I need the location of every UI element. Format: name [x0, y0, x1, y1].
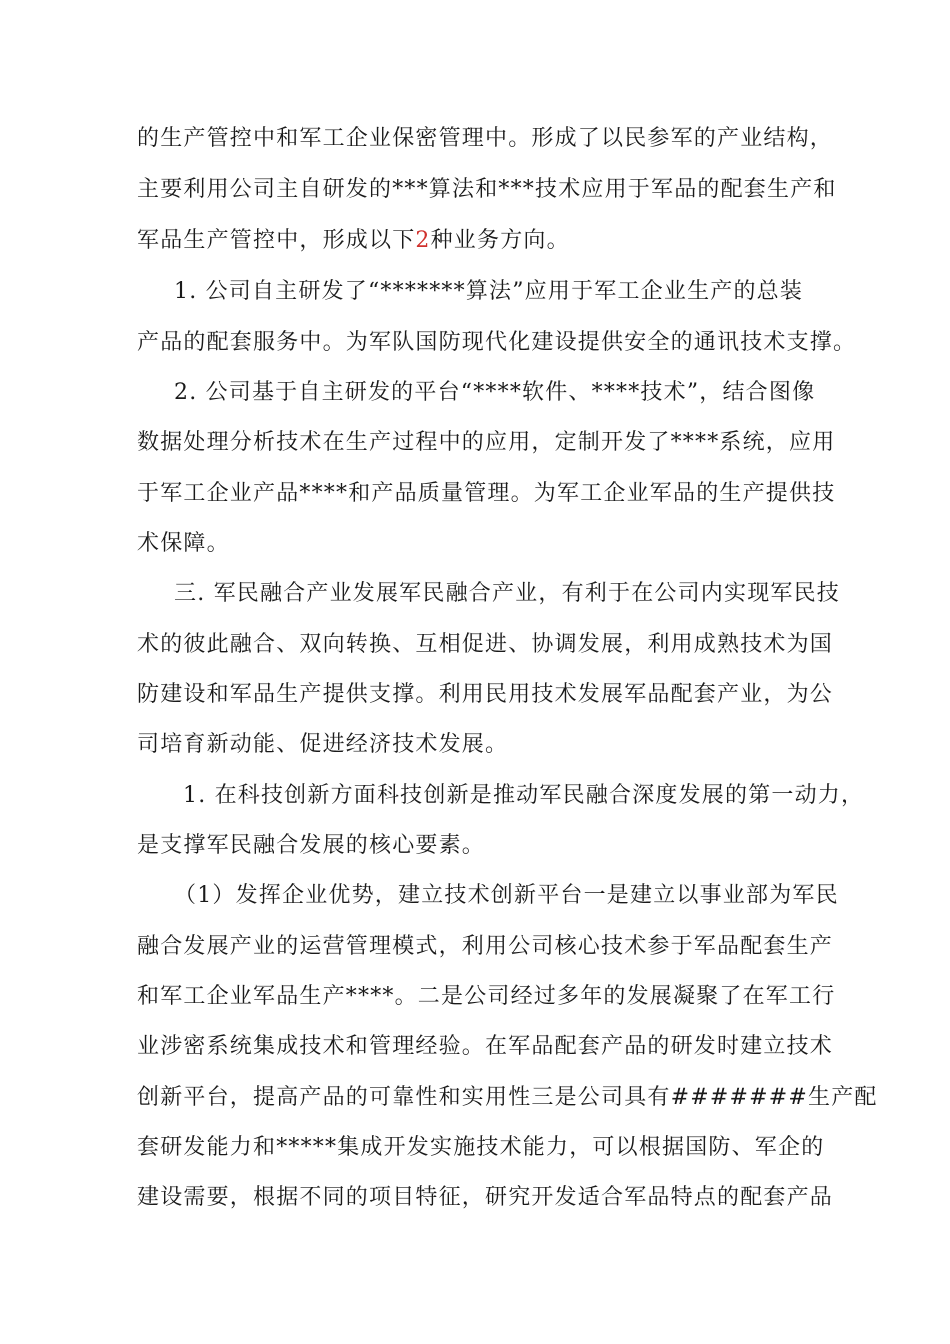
paragraph-line: 是支撑军民融合发展的核心要素。: [137, 833, 486, 858]
paragraph-line: 术的彼此融合、双向转换、互相促进、协调发展，利用成熟技术为国: [137, 632, 834, 657]
line-prefix: 军品生产管控中，形成以下: [137, 228, 416, 253]
list-item-line: 2. 公司基于自主研发的平台“****软件、****技术”，结合图像: [174, 380, 816, 405]
subsection-line: （1）发挥企业优势，建立技术创新平台一是建立以事业部为军民: [174, 883, 839, 908]
list-item-line: 1. 在科技创新方面科技创新是推动军民融合深度发展的第一动力，: [183, 783, 865, 808]
paragraph-line: 的生产管控中和军工企业保密管理中。形成了以民参军的产业结构，: [137, 126, 834, 151]
paragraph-line: 主要利用公司主自研发的***算法和***技术应用于军品的配套生产和: [137, 177, 837, 202]
section-heading-line: 三. 军民融合产业发展军民融合产业，有利于在公司内实现军民技: [174, 581, 840, 606]
paragraph-line: 和军工企业军品生产****。二是公司经过多年的发展凝聚了在军工行: [137, 984, 836, 1009]
paragraph-line: 于军工企业产品****和产品质量管理。为军工企业军品的生产提供技: [137, 481, 836, 506]
line-suffix: 种业务方向。: [430, 228, 570, 253]
paragraph-line: 防建设和军品生产提供支撑。利用民用技术发展军品配套产业，为公: [137, 682, 834, 707]
highlight-number: 2: [415, 228, 431, 253]
paragraph-line: 业涉密系统集成技术和管理经验。在军品配套产品的研发时建立技术: [137, 1034, 834, 1059]
paragraph-line: 套研发能力和*****集成开发实施技术能力，可以根据国防、军企的: [137, 1135, 825, 1160]
list-item-line: 1. 公司自主研发了“*******算法”应用于军工企业生产的总装: [174, 279, 804, 304]
paragraph-line: 创新平台，提高产品的可靠性和实用性三是公司具有#######生产配: [137, 1085, 878, 1110]
paragraph-line: 数据处理分析技术在生产过程中的应用，定制开发了****系统，应用: [137, 430, 836, 455]
paragraph-line: 司培育新动能、促进经济技术发展。: [137, 732, 509, 757]
paragraph-line: 融合发展产业的运营管理模式，利用公司核心技术参于军品配套生产: [137, 934, 834, 959]
paragraph-line: 产品的配套服务中。为军队国防现代化建设提供安全的通讯技术支撑。: [137, 330, 857, 355]
paragraph-line: [137, 226, 570, 256]
paragraph-line: 术保障。: [137, 531, 230, 556]
paragraph-line: 建设需要，根据不同的项目特征，研究开发适合军品特点的配套产品: [137, 1185, 834, 1210]
